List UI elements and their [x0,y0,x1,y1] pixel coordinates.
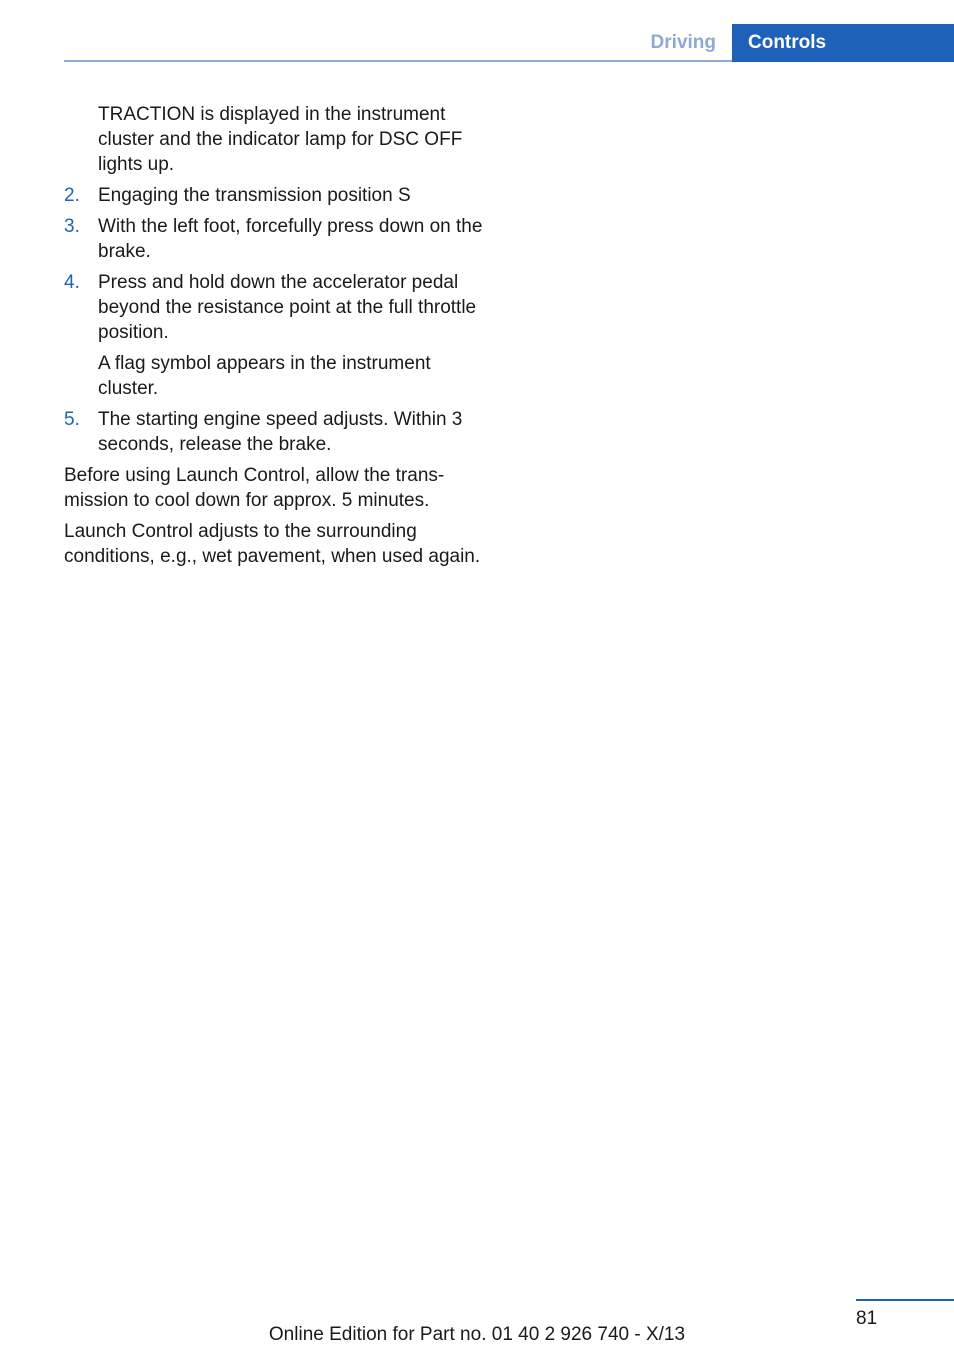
step-number: 4. [64,272,80,293]
step-number: 2. [64,185,80,206]
main-content [64,102,484,575]
step-text: With the left foot, forcefully press down on the brake. [98,216,483,262]
step-text: Engaging the transmission position S [98,185,411,206]
header-section-driving: Driving [650,32,716,53]
step-text: The starting engine speed adjusts. Within 3 seconds, release the brake. [98,409,463,455]
body-paragraph: Launch Control adjusts to the surrounding conditions, e.g., wet pavement, when used again. [64,521,481,567]
header-section-controls: Controls [732,24,954,62]
step-number: 5. [64,409,80,430]
list-item [64,270,484,345]
list-item [64,407,484,457]
page-number: 81 [856,1308,878,1329]
footer-rule [856,1299,954,1301]
body-paragraph: Before using Launch Control, allow the trans‐ mission to cool down for approx. 5 minutes. [64,465,445,511]
step-text: Press and hold down the accelerator pedal beyond the resistance point at the full throttle position. [98,272,477,343]
footer-edition: Online Edition for Part no. 01 40 2 926 740 - X/13 [268,1324,686,1345]
list-item [64,183,484,208]
intro-continuation: TRACTION is displayed in the instrument cluster and the indicator lamp for DSC OFF lights up. [98,104,463,175]
step-note: A flag symbol appears in the instrument cluster. [98,353,431,399]
list-item [64,214,484,264]
step-number: 3. [64,216,80,237]
